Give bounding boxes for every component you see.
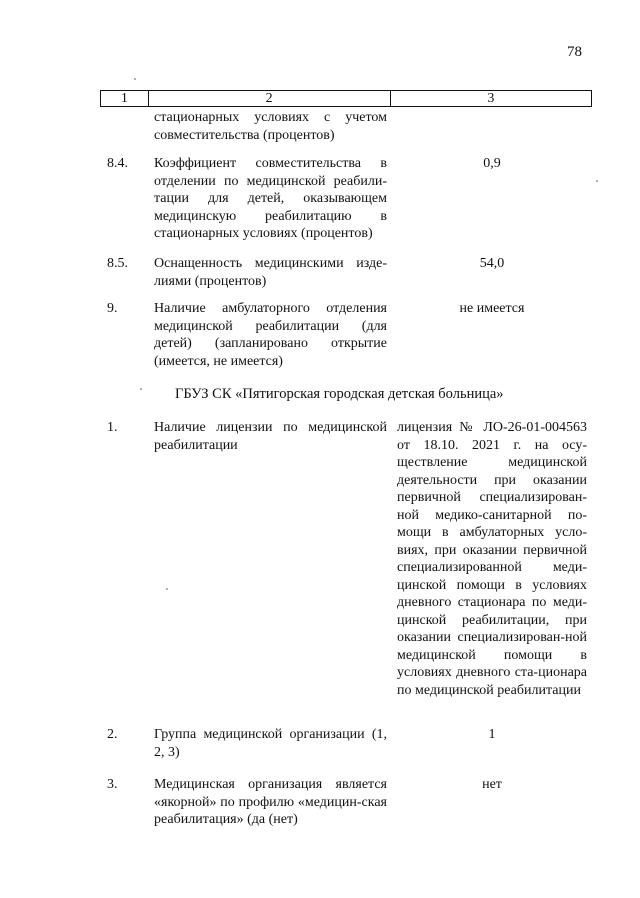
section-row-description: Медицинская организация является «якорной» по профилю «медицин-ская реабилитация» (да (нет) (154, 777, 387, 827)
continued-row-desc: стационарных условиях с учетом совместительства (процентов) (154, 110, 387, 143)
row-value: 0,9 (483, 156, 501, 171)
section-row-number: 2. (107, 727, 118, 742)
page-number: 78 (567, 44, 582, 60)
scan-speck (596, 180, 598, 182)
section-row-number: 1. (107, 420, 118, 435)
section-row-value: 1 (488, 727, 496, 742)
row-number: 8.4. (107, 156, 128, 171)
row-value: 54,0 (479, 256, 505, 271)
row-number: 9. (107, 301, 118, 316)
header-col-1: 1 (101, 91, 149, 107)
row-value: не имеется (459, 301, 525, 316)
header-col-2: 2 (148, 91, 390, 107)
section-row-value: лицензия № ЛО-26-01-004563 от 18.10. 2021 г. на осу-ществление медицинской деятельности при оказании первичной специализирован-ной медико-санитарной по-мощи в амбулаторных усло-виях, при оказании первичной специализированной меди-цинской помощи в условиях дневного стационара по меди-цинской реабилитации, при оказании специализирован-ной медицинской помощи в условиях дневного ста-ционара по медицинской реабилитации (397, 420, 587, 698)
scan-speck (134, 78, 136, 80)
row-description: Коэффициент совместительства в отделении по медицинской реабили-тации для детей, оказывающем медицинскую реабилитацию в стационарных условиях (процентов) (154, 156, 387, 241)
scan-speck (166, 588, 168, 590)
row-description: Оснащенность медицинскими изде-лиями (процентов) (154, 256, 387, 289)
section-title: ГБУЗ СК «Пятигорская городская детская больница» (175, 386, 504, 402)
table-header (100, 90, 592, 107)
row-description: Наличие амбулаторного отделения медицинской реабилитации (для детей) (запланировано открытие (имеется, не имеется) (154, 301, 387, 369)
section-row-description: Группа медицинской организации (1, 2, 3) (154, 727, 387, 760)
section-row-description: Наличие лицензии по медицинской реабилитации (154, 420, 387, 453)
header-col-3: 3 (390, 91, 591, 107)
section-row-value: нет (482, 777, 502, 792)
section-row-number: 3. (107, 777, 118, 792)
row-number: 8.5. (107, 256, 128, 271)
scan-speck (140, 388, 142, 390)
